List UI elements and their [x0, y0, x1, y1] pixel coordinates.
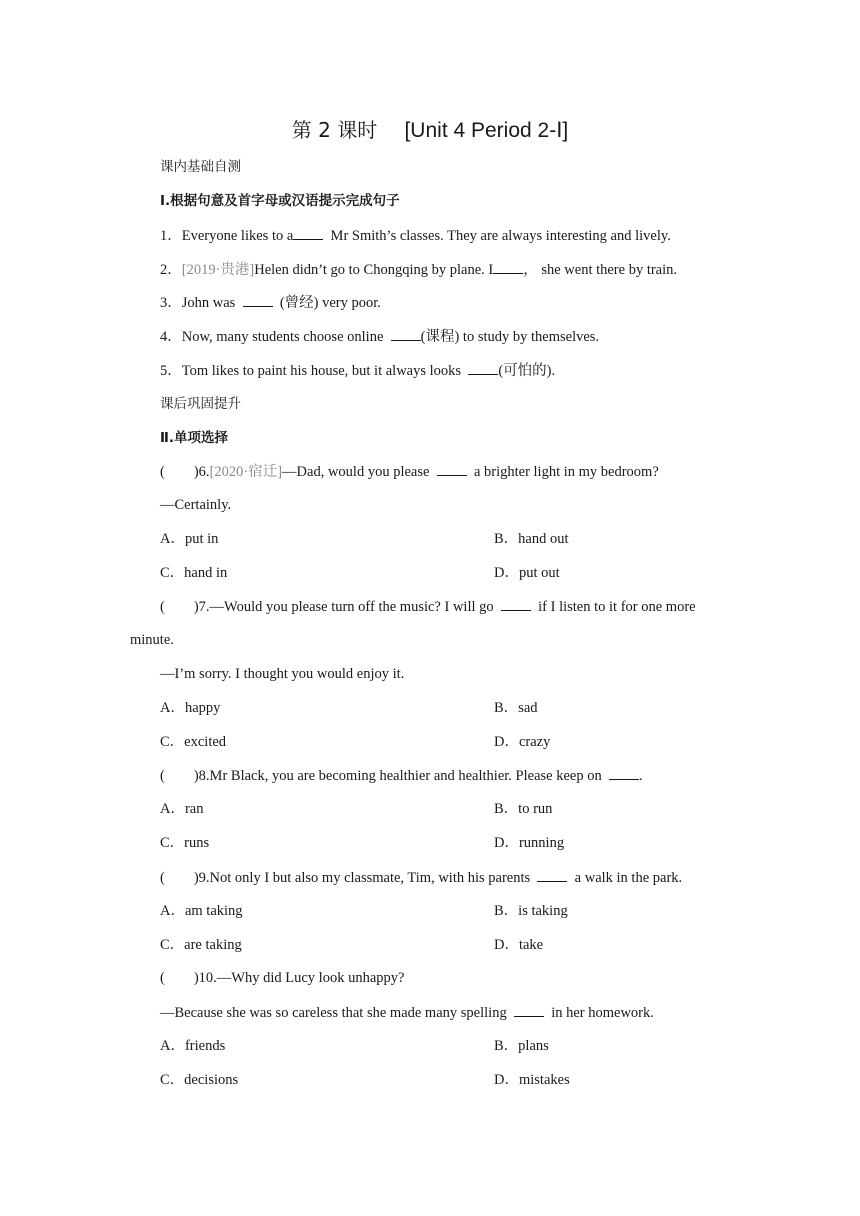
answer-blank[interactable] — [537, 867, 567, 882]
answer-blank[interactable] — [609, 765, 639, 780]
option-7c[interactable]: C．excited — [160, 734, 227, 750]
choice-question-6: ( )6.[2020·宿迁]—Dad, would you please a brighter light in my bedroom? — [160, 461, 659, 482]
question-10-reply: —Because she was so careless that she made many spelling in her homework. — [160, 1002, 654, 1023]
answer-blank[interactable] — [243, 292, 273, 307]
option-9b[interactable]: B．is taking — [494, 903, 568, 919]
title-lesson: 第 2 课时 — [291, 118, 378, 142]
fill-question-4: 4．Now, many students choose online (课程) to study by themselves. — [160, 326, 599, 347]
answer-blank[interactable] — [437, 461, 467, 476]
question-7-continuation: minute. — [130, 632, 174, 648]
option-9d[interactable]: D．take — [494, 937, 544, 953]
option-6c[interactable]: C．hand in — [160, 565, 228, 581]
answer-blank[interactable] — [391, 326, 421, 341]
choice-question-8: ( )8.Mr Black, you are becoming healthier and healthier. Please keep on . — [160, 765, 643, 786]
option-7a[interactable]: A．happy — [160, 700, 221, 716]
section-instruction-choice: Ⅱ.单项选择 — [160, 430, 229, 446]
option-9a[interactable]: A．am taking — [160, 903, 243, 919]
fill-question-1: 1．Everyone likes to a Mr Smith’s classes. They are always interesting and lively. — [160, 225, 671, 246]
option-8a[interactable]: A．ran — [160, 801, 204, 817]
option-10a[interactable]: A．friends — [160, 1038, 226, 1054]
option-8d[interactable]: D．running — [494, 835, 565, 851]
question-source: [2020·宿迁] — [209, 464, 283, 480]
fill-question-3: 3．John was (曾经) very poor. — [160, 292, 381, 313]
title-unit: [Unit 4 Period 2-Ⅰ] — [404, 119, 569, 142]
answer-blank[interactable] — [293, 225, 323, 240]
option-8c[interactable]: C．runs — [160, 835, 210, 851]
page-title — [0, 114, 860, 143]
answer-blank[interactable] — [514, 1002, 544, 1017]
option-6b[interactable]: B．hand out — [494, 531, 569, 547]
question-source: [2019·贵港] — [181, 262, 255, 278]
answer-blank[interactable] — [468, 360, 498, 375]
section-heading-after-class: 课后巩固提升 — [160, 396, 241, 412]
fill-question-5: 5．Tom likes to paint his house, but it always looks (可怕的). — [160, 360, 555, 381]
option-10d[interactable]: D．mistakes — [494, 1072, 570, 1088]
option-10b[interactable]: B．plans — [494, 1038, 549, 1054]
section-heading-basic: 课内基础自测 — [160, 159, 241, 175]
fill-question-2: 2．[2019·贵港]Helen didn’t go to Chongqing by plane. I ， she went there by train. — [160, 259, 677, 280]
option-9c[interactable]: C．are taking — [160, 937, 242, 953]
option-8b[interactable]: B．to run — [494, 801, 553, 817]
option-7d[interactable]: D．crazy — [494, 734, 551, 750]
option-6d[interactable]: D．put out — [494, 565, 560, 581]
section-instruction-fill: Ⅰ.根据句意及首字母或汉语提示完成句子 — [160, 193, 400, 209]
question-7-reply: —I’m sorry. I thought you would enjoy it. — [160, 666, 405, 682]
choice-question-7: ( )7.—Would you please turn off the music? I will go if I listen to it for one more — [160, 596, 696, 617]
choice-question-10: ( )10.—Why did Lucy look unhappy? — [160, 970, 405, 986]
option-10c[interactable]: C．decisions — [160, 1072, 239, 1088]
answer-blank[interactable] — [493, 259, 523, 274]
option-7b[interactable]: B．sad — [494, 700, 538, 716]
question-6-reply: —Certainly. — [160, 497, 232, 513]
choice-question-9: ( )9.Not only I but also my classmate, Tim, with his parents a walk in the park. — [160, 867, 682, 888]
answer-blank[interactable] — [501, 596, 531, 611]
option-6a[interactable]: A．put in — [160, 531, 219, 547]
